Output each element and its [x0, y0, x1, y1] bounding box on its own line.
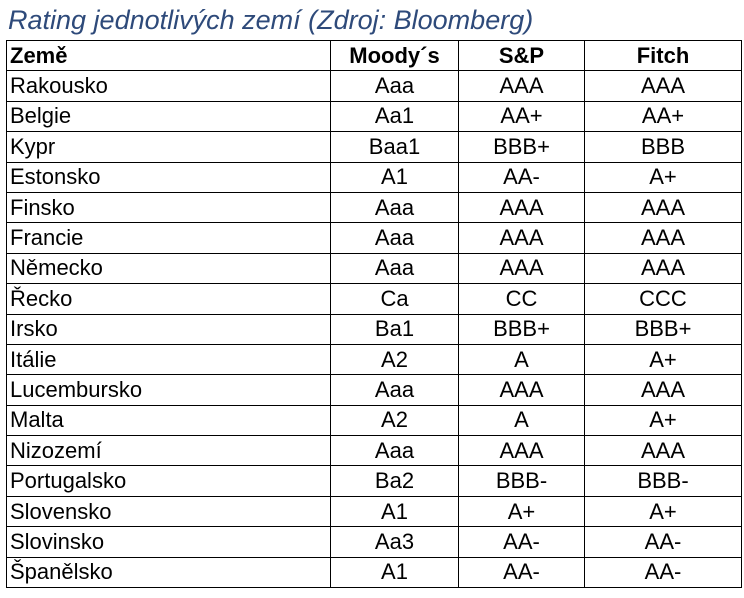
moodys-cell: Ba1 — [331, 314, 459, 344]
moodys-cell: Aaa — [331, 253, 459, 283]
fitch-cell: AAA — [585, 192, 742, 222]
country-cell: Belgie — [7, 101, 331, 131]
table-header-row — [7, 41, 742, 71]
sp-cell: AAA — [459, 71, 585, 101]
header-moodys: Moody´s — [331, 41, 459, 71]
moodys-cell: Ba2 — [331, 466, 459, 496]
country-cell: Řecko — [7, 284, 331, 314]
table-row — [7, 192, 742, 222]
moodys-cell: Aaa — [331, 375, 459, 405]
fitch-cell: AAA — [585, 71, 742, 101]
country-cell: Nizozemí — [7, 436, 331, 466]
country-cell: Estonsko — [7, 162, 331, 192]
table-row — [7, 132, 742, 162]
moodys-cell: Aaa — [331, 223, 459, 253]
sp-cell: AA- — [459, 162, 585, 192]
sp-cell: BBB- — [459, 466, 585, 496]
table-row — [7, 344, 742, 374]
moodys-cell: A2 — [331, 344, 459, 374]
country-cell: Portugalsko — [7, 466, 331, 496]
sp-cell: BBB+ — [459, 132, 585, 162]
sp-cell: AA- — [459, 527, 585, 557]
country-cell: Slovinsko — [7, 527, 331, 557]
table-row — [7, 162, 742, 192]
fitch-cell: CCC — [585, 284, 742, 314]
fitch-cell: AA+ — [585, 101, 742, 131]
sp-cell: A+ — [459, 496, 585, 526]
sp-cell: AAA — [459, 436, 585, 466]
sp-cell: CC — [459, 284, 585, 314]
table-row — [7, 284, 742, 314]
fitch-cell: BBB+ — [585, 314, 742, 344]
table-row — [7, 253, 742, 283]
fitch-cell: A+ — [585, 162, 742, 192]
table-row — [7, 527, 742, 557]
sp-cell: AAA — [459, 375, 585, 405]
fitch-cell: BBB- — [585, 466, 742, 496]
moodys-cell: A1 — [331, 557, 459, 587]
sp-cell: AA+ — [459, 101, 585, 131]
table-row — [7, 223, 742, 253]
country-cell: Itálie — [7, 344, 331, 374]
table-row — [7, 101, 742, 131]
moodys-cell: Aaa — [331, 71, 459, 101]
country-cell: Irsko — [7, 314, 331, 344]
country-cell: Lucembursko — [7, 375, 331, 405]
table-row — [7, 496, 742, 526]
fitch-cell: A+ — [585, 344, 742, 374]
moodys-cell: A2 — [331, 405, 459, 435]
country-cell: Španělsko — [7, 557, 331, 587]
fitch-cell: BBB — [585, 132, 742, 162]
table-row — [7, 314, 742, 344]
header-fitch: Fitch — [585, 41, 742, 71]
sp-cell: AA- — [459, 557, 585, 587]
table-row — [7, 466, 742, 496]
moodys-cell: Aa3 — [331, 527, 459, 557]
moodys-cell: A1 — [331, 162, 459, 192]
fitch-cell: A+ — [585, 405, 742, 435]
page-title: Rating jednotlivých zemí (Zdroj: Bloomberg) — [8, 5, 534, 35]
country-cell: Slovensko — [7, 496, 331, 526]
sp-cell: AAA — [459, 223, 585, 253]
fitch-cell: AAA — [585, 223, 742, 253]
country-cell: Francie — [7, 223, 331, 253]
sp-cell: BBB+ — [459, 314, 585, 344]
table-row — [7, 71, 742, 101]
fitch-cell: AAA — [585, 436, 742, 466]
fitch-cell: AAA — [585, 375, 742, 405]
header-sp: S&P — [459, 41, 585, 71]
table-row — [7, 375, 742, 405]
table-body — [7, 71, 742, 588]
moodys-cell: Aa1 — [331, 101, 459, 131]
sp-cell: A — [459, 405, 585, 435]
sp-cell: A — [459, 344, 585, 374]
table-row — [7, 436, 742, 466]
sp-cell: AAA — [459, 192, 585, 222]
fitch-cell: AA- — [585, 527, 742, 557]
fitch-cell: AAA — [585, 253, 742, 283]
country-cell: Rakousko — [7, 71, 331, 101]
sp-cell: AAA — [459, 253, 585, 283]
table-row — [7, 557, 742, 587]
country-cell: Německo — [7, 253, 331, 283]
header-country: Země — [7, 41, 331, 71]
moodys-cell: Baa1 — [331, 132, 459, 162]
moodys-cell: Ca — [331, 284, 459, 314]
country-cell: Finsko — [7, 192, 331, 222]
fitch-cell: A+ — [585, 496, 742, 526]
table-row — [7, 405, 742, 435]
country-cell: Kypr — [7, 132, 331, 162]
moodys-cell: A1 — [331, 496, 459, 526]
moodys-cell: Aaa — [331, 436, 459, 466]
fitch-cell: AA- — [585, 557, 742, 587]
country-cell: Malta — [7, 405, 331, 435]
rating-table — [6, 40, 742, 588]
moodys-cell: Aaa — [331, 192, 459, 222]
